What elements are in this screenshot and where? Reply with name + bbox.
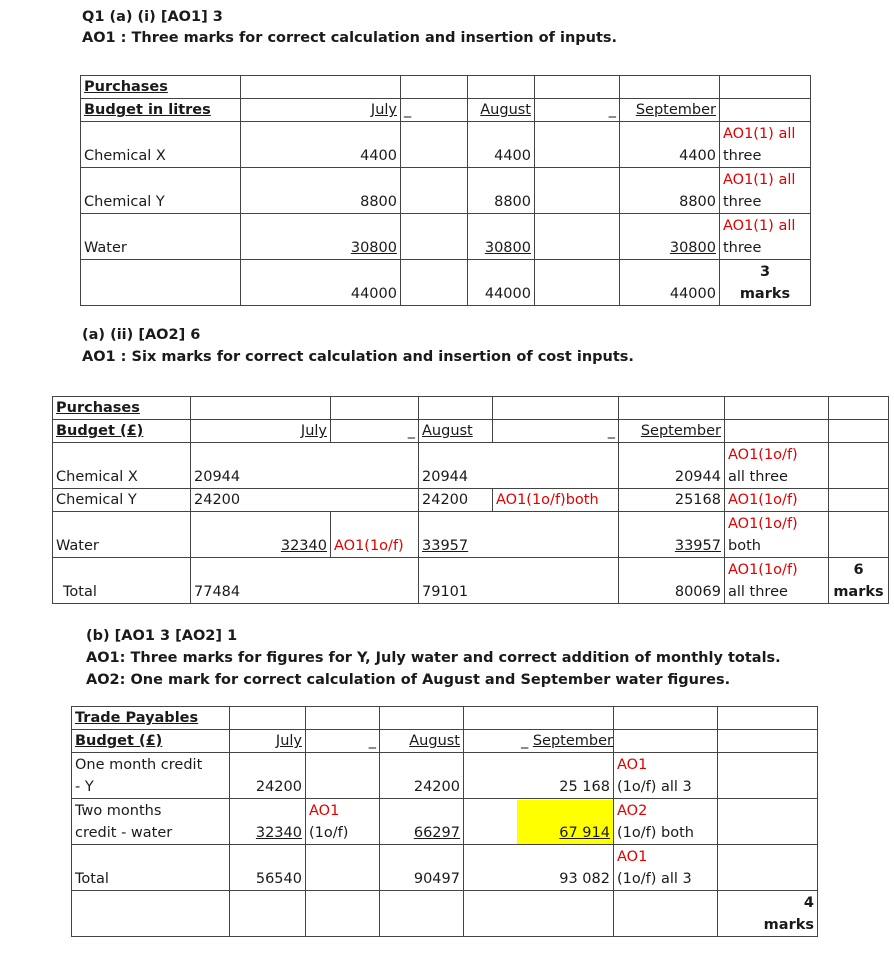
mark-note-2: (1o/f) all 3 bbox=[617, 779, 692, 795]
table-row bbox=[53, 489, 889, 512]
mark-note: AO2 bbox=[617, 803, 648, 819]
mark-note-2: three bbox=[723, 148, 762, 164]
mark-note-2: three bbox=[723, 194, 762, 210]
month-september: September bbox=[532, 733, 613, 749]
mark-note: AO1(1o/f) bbox=[728, 562, 798, 578]
cell-july: 20944 bbox=[191, 443, 331, 489]
row-label: Two months bbox=[75, 803, 162, 819]
mark-note-2: (1o/f) all 3 bbox=[617, 871, 692, 887]
marks-number: 4 bbox=[803, 895, 814, 911]
month-august: August bbox=[480, 102, 531, 118]
total-july: 56540 bbox=[230, 845, 306, 891]
month-august: August bbox=[422, 423, 473, 439]
table3-heading-1: Trade Payables bbox=[72, 707, 230, 730]
b-line-1: AO1: Three marks for figures for Y, July water and correct addition of monthly totals. bbox=[86, 650, 781, 666]
row-label-2: credit - water bbox=[75, 825, 173, 841]
month-august: August bbox=[409, 733, 460, 749]
table-row bbox=[81, 214, 811, 260]
total-september: 44000 bbox=[620, 260, 720, 306]
cell-september: 8800 bbox=[620, 168, 720, 214]
q1-subtitle: AO1 : Three marks for correct calculation and insertion of inputs. bbox=[82, 30, 618, 46]
table-row bbox=[81, 122, 811, 168]
cell-september: 33957 bbox=[674, 538, 721, 554]
month-july: July bbox=[300, 423, 327, 439]
total-september: 80069 bbox=[619, 558, 725, 604]
mark-note-2: both bbox=[728, 538, 761, 554]
total-july: 44000 bbox=[241, 260, 401, 306]
cell-august: 4400 bbox=[468, 122, 535, 168]
totals-row bbox=[81, 260, 811, 306]
mark-note: AO1(1) all bbox=[723, 126, 796, 142]
table2-heading-1: Purchases bbox=[53, 397, 191, 420]
purchases-cost-table bbox=[52, 396, 889, 604]
row-label: Total bbox=[53, 558, 191, 604]
total-august: 79101 bbox=[419, 558, 493, 604]
cell-august: 30800 bbox=[484, 240, 531, 256]
row-label: Water bbox=[53, 512, 191, 558]
total-september: 93 082 bbox=[464, 845, 614, 891]
cell-august: 20944 bbox=[419, 443, 493, 489]
totals-row bbox=[53, 558, 889, 604]
cell-september: 30800 bbox=[669, 240, 716, 256]
mark-note: AO1(1o/f) bbox=[331, 512, 419, 558]
row-label: Water bbox=[81, 214, 241, 260]
cell-july: 32340 bbox=[280, 538, 327, 554]
mark-note: AO1(1o/f)both bbox=[493, 489, 619, 512]
row-label: Chemical Y bbox=[53, 489, 191, 512]
row-label-2: - Y bbox=[75, 779, 94, 795]
cell-august: 24200 bbox=[380, 753, 464, 799]
row-label: Chemical X bbox=[53, 443, 191, 489]
marks-word: marks bbox=[739, 286, 791, 302]
mark-note: AO1(1) all bbox=[723, 172, 796, 188]
month-september: September bbox=[635, 102, 716, 118]
mark-note-2: all three bbox=[728, 469, 788, 485]
marks-number: 6 bbox=[853, 562, 864, 578]
mark-note: AO1 bbox=[309, 803, 340, 819]
total-august: 90497 bbox=[380, 845, 464, 891]
row-label: Chemical Y bbox=[81, 168, 241, 214]
mark-note-2: (1o/f) bbox=[309, 825, 349, 841]
table3-heading-2: Budget (£) bbox=[72, 730, 230, 753]
mark-note-2: three bbox=[723, 240, 762, 256]
trade-payables-table: Trade Payables Budget (£) July _ August _ September One month credit - Y 24200 24200 25 168 AO1 (1o/f) all 3 Two months credit - water 32340 AO1 (1o/f) 66297 67 914 AO2 (1o/f) both Total 56540 90497 93 082 AO1 (1o/f) all 3 4 marks bbox=[71, 706, 818, 937]
q1-title: Q1 (a) (i) [AO1] 3 bbox=[82, 9, 223, 25]
table-row bbox=[72, 799, 818, 845]
marks-row bbox=[72, 891, 818, 937]
month-july: July bbox=[370, 102, 397, 118]
cell-july: 32340 bbox=[255, 825, 302, 841]
table1-heading-2: Budget in litres bbox=[81, 99, 241, 122]
total-august: 44000 bbox=[468, 260, 535, 306]
purchases-litres-table bbox=[80, 75, 811, 306]
table-row bbox=[81, 168, 811, 214]
cell-july: 4400 bbox=[241, 122, 401, 168]
cell-september: 25168 bbox=[619, 489, 725, 512]
cell-august: 24200 bbox=[419, 489, 493, 512]
mark-note: AO1(1) all bbox=[723, 218, 796, 234]
mark-note: AO1 bbox=[617, 849, 648, 865]
cell-september: 20944 bbox=[619, 443, 725, 489]
a2-subtitle: AO1 : Six marks for correct calculation and insertion of cost inputs. bbox=[82, 349, 634, 365]
total-july: 77484 bbox=[191, 558, 331, 604]
cell-july: 30800 bbox=[350, 240, 397, 256]
mark-note: AO1(1o/f) bbox=[725, 489, 829, 512]
mark-note: AO1(1o/f) bbox=[728, 516, 798, 532]
mark-note-2: all three bbox=[728, 584, 788, 600]
marks-word: marks bbox=[763, 917, 814, 933]
month-july: July bbox=[275, 733, 302, 749]
cell-september: 67 914 bbox=[559, 825, 610, 841]
table2-heading-2: Budget (£) bbox=[53, 420, 191, 443]
cell-july: 8800 bbox=[241, 168, 401, 214]
cell-august: 33957 bbox=[422, 538, 469, 554]
b-title: (b) [AO1 3 [AO2] 1 bbox=[86, 628, 238, 644]
table1-heading-1: Purchases bbox=[81, 76, 241, 99]
month-september: September bbox=[640, 423, 721, 439]
table-row bbox=[53, 512, 889, 558]
cell-july: 24200 bbox=[191, 489, 331, 512]
b-line-2: AO2: One mark for correct calculation of August and September water figures. bbox=[86, 672, 731, 688]
cell-july: 24200 bbox=[230, 753, 306, 799]
marks-word: marks bbox=[833, 584, 884, 600]
mark-note: AO1(1o/f) bbox=[728, 447, 798, 463]
cell-september: 4400 bbox=[620, 122, 720, 168]
marks-number: 3 bbox=[759, 264, 771, 280]
cell-september: 25 168 bbox=[464, 753, 614, 799]
highlighted-cell bbox=[517, 800, 613, 844]
mark-note-2: (1o/f) both bbox=[617, 825, 694, 841]
row-label: Total bbox=[72, 845, 230, 891]
cell-august: 66297 bbox=[413, 825, 460, 841]
totals-row bbox=[72, 845, 818, 891]
table-row bbox=[72, 753, 818, 799]
table-row bbox=[53, 443, 889, 489]
cell-august: 8800 bbox=[468, 168, 535, 214]
a2-title: (a) (ii) [AO2] 6 bbox=[82, 327, 201, 343]
row-label: One month credit bbox=[75, 757, 203, 773]
row-label: Chemical X bbox=[81, 122, 241, 168]
mark-note: AO1 bbox=[617, 757, 648, 773]
